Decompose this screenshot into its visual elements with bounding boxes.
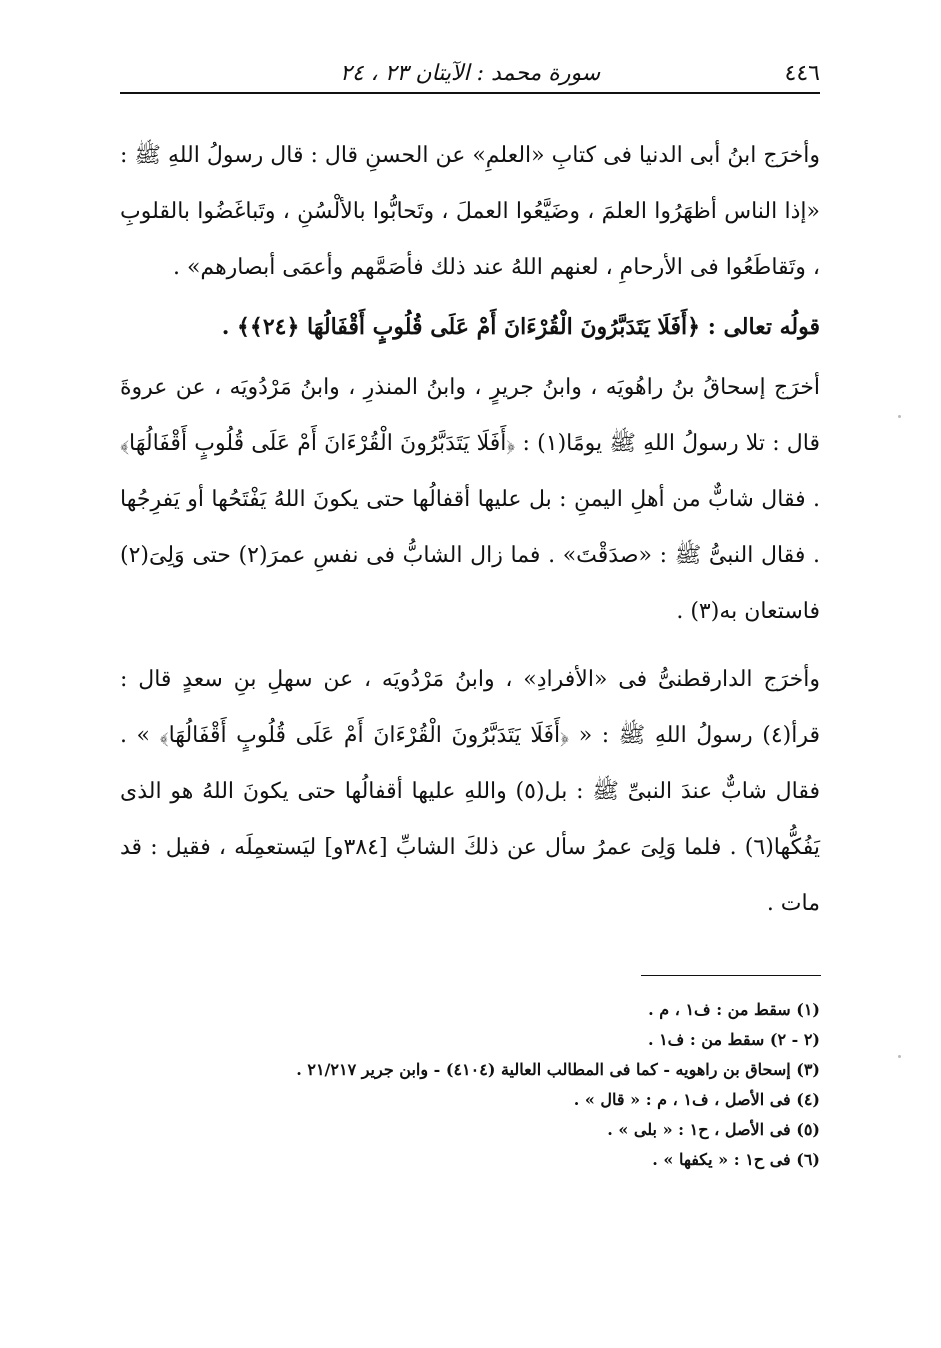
footnote-2: (٢ - ٢) سقط من : ف١ .: [647, 1030, 820, 1049]
page-header: [120, 50, 820, 94]
paragraph-3: وأخرَج الدارقطنىُّ فى «الأفرادِ» ، وابنُ مَرْدُويَه ، عن سهلِ بنِ سعدٍ قال : قرأ(٤) رسولُ اللهِ ﷺ : « ﴿أَفَلَا يَتَدَبَّرُونَ الْقُرْءَانَ أَمْ عَلَى قُلُوبٍ أَقْفَالُهَا﴾ » . فقال شابٌّ عندَ النبىِّ ﷺ : بل(٥) واللهِ عليها أقفالُها حتى يكونَ اللهُ هو الذى يَفُكُّها(٦) . فلما وَلِىَ عمرُ سأل عن ذلكَ الشابِّ [٣٨٤و] ليَستعمِلَه ، فقيل : قد مات .: [120, 667, 821, 916]
footnote-6: (٦) فى ح١ : « يكفها » .: [652, 1150, 820, 1169]
footnote-3: (٣) إسحاق بن راهويه - كما فى المطالب العالية (٤١٠٤) - وابن جرير ٢١/٢١٧ .: [296, 1060, 820, 1079]
footnote-4: (٤) فى الأصل ، ف١ ، م : « قال » .: [573, 1090, 820, 1109]
footnote-1: (١) سقط من : ف١ ، م .: [648, 1000, 820, 1019]
paragraph-1: وأخرَج ابنُ أبى الدنيا فى كتابِ «العلمِ» عن الحسنِ قال : قال رسولُ اللهِ ﷺ : «إذا الناس أظهَرُوا العلمَ ، وضَيَّعُوا العملَ ، وتَحابُّوا بالألْسُنِ ، وتَباغَضُوا بالقلوبِ ، وتَقاطَعُوا فى الأرحامِ ، لعنهم اللهُ عند ذلك فأصَمَّهم وأعمَى أبصارهم» .: [120, 143, 820, 280]
footnotes: [140, 995, 820, 1175]
scan-dot: [898, 415, 901, 418]
footnote-5: (٥) فى الأصل ، ح١ : « بلى » .: [607, 1120, 820, 1139]
footnote-separator: [641, 975, 821, 976]
main-text: [120, 128, 820, 932]
page-number: ٤٤٦: [784, 61, 820, 86]
paragraph-2: أخرَج إسحاقُ بنُ راهُويَه ، وابنُ جريرٍ ، وابنُ المنذرِ ، وابنُ مَرْدُويَه ، عن عروةَ قال : تلا رسولُ اللهِ ﷺ يومًا(١) : ﴿أَفَلَا يَتَدَبَّرُونَ الْقُرْءَانَ أَمْ عَلَى قُلُوبٍ أَقْفَالُهَا﴾ . فقال شابٌّ من أهلِ اليمنِ : بل عليها أقفالُها حتى يكونَ اللهُ يَفْتَحُها أو يَفرِجُها . فقال النبىُّ ﷺ : «صدَقْتَ» . فما زال الشابُّ فى نفسِ عمرَ(٢) حتى وَلِىَ(٢) فاستعان به(٣) .: [120, 375, 820, 624]
running-title: سورة محمد : الآيتان ٢٣ ، ٢٤: [340, 61, 601, 86]
scan-dot: [898, 1055, 901, 1058]
verse-heading: قولُه تعالى : ﴿أَفَلَا يَتَدَبَّرُونَ الْقُرْءَانَ أَمْ عَلَى قُلُوبٍ أَقْفَالُهَا ﴿٢٤﴾﴾ .: [221, 314, 820, 340]
